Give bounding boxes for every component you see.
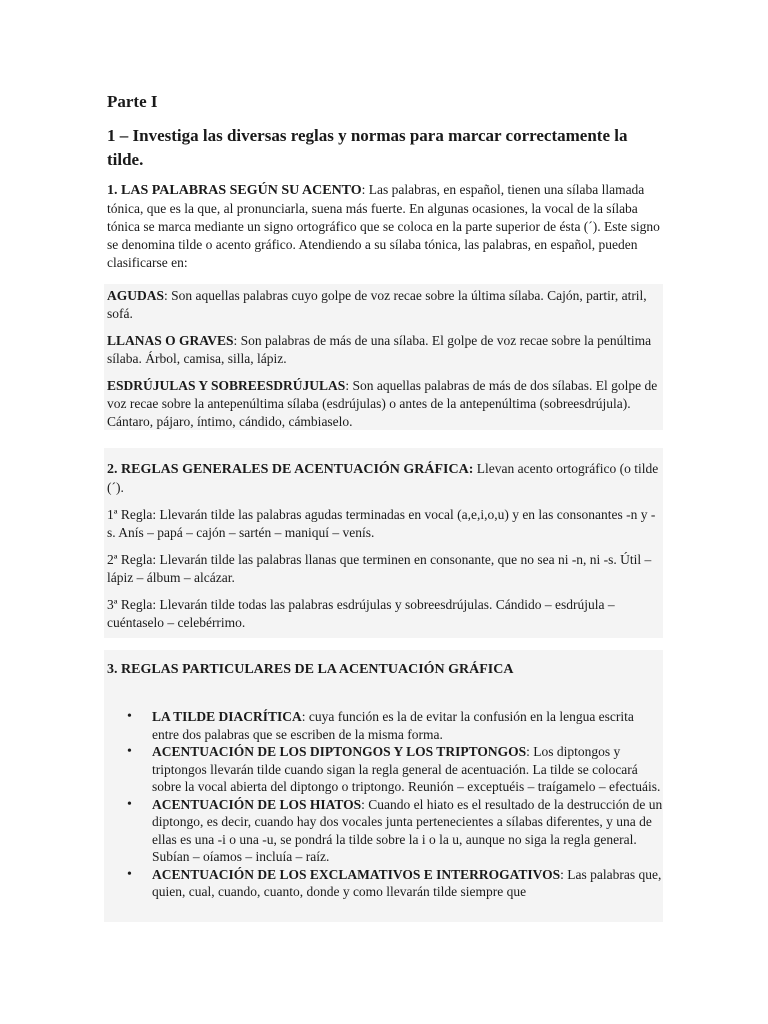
rule-3: 3ª Regla: Llevarán tilde todas las palabras esdrújulas y sobreesdrújulas. Cándido – esdrújula – cuéntaselo – celebérrimo. [107,597,615,630]
particular-rules-list [107,708,663,901]
rule-2: 2ª Regla: Llevarán tilde las palabras llanas que terminen en consonante, que no sea ni -n, ni -s. Útil – lápiz – álbum – alcázar. [107,552,652,585]
section1-text: : Las palabras, en español, tienen una sílaba llamada tónica, que es la que, al pronunciarla, suena más fuerte. En algunas ocasiones, la vocal de la sílaba tónica se marca mediante un signo ortográfico que se coloca en la parte superior de ésta (´). Este signo se denomina tilde o acento gráfico. Atendiendo a su sílaba tónica, las palabras, en español, pueden clasificarse en: [107,182,660,270]
section1-title: 1. LAS PALABRAS SEGÚN SU ACENTO [107,183,362,198]
type-llanas [107,332,663,368]
bullet-icon: • [127,796,132,812]
question-heading: 1 – Investiga las diversas reglas y normas para marcar correctamente la tilde. [107,126,628,169]
section1-paragraph [107,181,663,272]
type-text: : Son palabras de más de una sílaba. El golpe de voz recae sobre la penúltima sílaba. Árbol, camisa, silla, lápiz. [107,333,652,366]
section3-title: 3. REGLAS PARTICULARES DE LA ACENTUACIÓN GRÁFICA [107,662,514,677]
list-item [107,743,663,796]
rule-1: 1ª Regla: Llevarán tilde las palabras agudas terminadas en vocal (a,e,i,o,u) y en las consonantes -n y -s. Anís – papá – cajón – sartén – maniquí – venís. [107,507,656,540]
section2-paragraph [107,460,663,497]
type-esdrujulas [107,377,663,431]
bullet-text: : Las palabras que, quien, cual, cuando, cuanto, donde y como llevarán tilde siempre que [152,866,662,899]
bullet-term: ACENTUACIÓN DE LOS DIPTONGOS Y LOS TRIPTONGOS [152,744,527,759]
bullet-term: ACENTUACIÓN DE LOS HIATOS [152,796,362,812]
bullet-icon: • [127,866,132,882]
section2-title: 2. REGLAS GENERALES DE ACENTUACIÓN GRÁFICA: [107,462,474,477]
list-item [107,708,663,743]
section3-heading [107,660,663,679]
bullet-term: ACENTUACIÓN DE LOS EXCLAMATIVOS E INTERROGATIVOS [152,866,561,882]
bullet-text: : Los diptongos y triptongos llevarán tilde cuando sigan la regla general de acentuación. La tilde se colocará sobre la vocal abierta del diptongo o triptongo. Reunión – exceptuéis – traígamelo – efectuáis. [152,744,661,794]
section2-text: Llevan acento ortográfico (o tilde (´). [107,461,659,495]
bullet-text: : Cuando el hiato es el resultado de la destrucción de un diptongo, es decir, cuando hay dos vocales junta pertenecientes a sílabas diferentes, y una de ellas es una -i o una -u, se pondrá la tilde sobre la i o la u, aunque no siga la regla general. Subían – oíamos – incluía – raíz. [152,796,663,864]
type-text: : Son aquellas palabras de más de dos sílabas. El golpe de voz recae sobre la antepenúltima sílaba (esdrújulas) o antes de la antepenúltima (sobreesdrújula). Cántaro, pájaro, íntimo, cándido, cámbiaselo. [107,378,658,429]
type-text: : Son aquellas palabras cuyo golpe de voz recae sobre la última sílaba. Cajón, partir, atril, sofá. [107,288,647,321]
list-item [107,796,663,866]
type-agudas [107,287,663,323]
page-heading: Parte I [107,92,158,111]
bullet-text: : cuya función es la de evitar la confusión en la lengua escrita entre dos palabras que se escriben de la misma forma. [152,709,634,742]
type-term: LLANAS O GRAVES [107,333,234,348]
type-term: AGUDAS [107,288,165,303]
bullet-icon: • [127,709,132,724]
list-item [107,866,663,901]
type-term: ESDRÚJULAS Y SOBREESDRÚJULAS [107,378,346,393]
bullet-term: LA TILDE DIACRÍTICA [152,709,302,724]
bullet-icon: • [127,744,132,759]
